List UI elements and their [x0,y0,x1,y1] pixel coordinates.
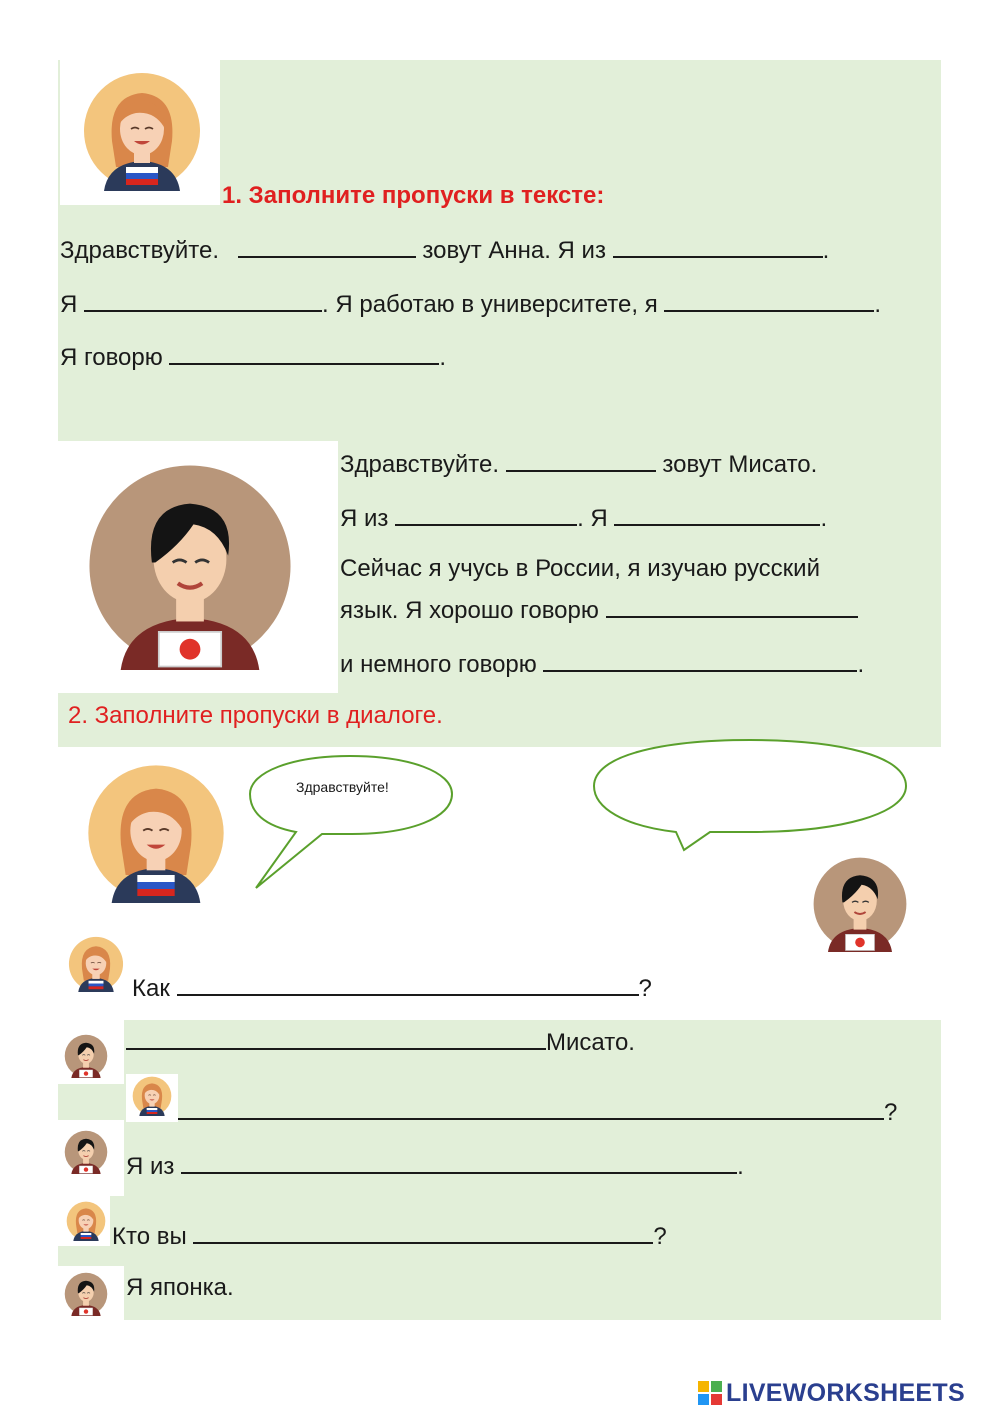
exercise-2-heading: 2. Заполните пропуски в диалоге. [68,702,443,729]
anna-avatar-icon [68,936,124,992]
liveworksheets-logo[interactable] [698,1378,965,1408]
anna-text-line-2: Я . Я работаю в университете, я . [60,288,881,320]
misato-avatar [86,458,294,674]
misato-text-line-3: Сейчас я учусь в России, я изучаю русский [340,555,820,582]
speech-bubble-anna [240,750,460,895]
misato-text-line-1: Здравствуйте. зовут Мисато. [340,448,817,480]
liveworksheets-logo-icon [698,1381,722,1405]
blank-field[interactable] [169,341,439,365]
misato-avatar-icon [64,1130,108,1174]
blank-field[interactable] [506,448,656,472]
dialog-line-1: Как ? [132,972,652,1004]
blank-field[interactable] [178,1096,884,1120]
blank-field[interactable] [543,648,857,672]
dialog-line-3: ? [178,1096,897,1128]
blank-field[interactable] [193,1220,653,1244]
blank-field[interactable] [614,502,820,526]
blank-field[interactable] [177,972,639,996]
blank-field[interactable] [664,288,874,312]
misato-avatar-icon [64,1034,108,1078]
speech-bubble-anna-text: Здравствуйте! [296,779,389,795]
dialog-line-2: Мисато. [126,1026,635,1058]
blank-field[interactable] [606,594,858,618]
blank-field[interactable] [84,288,322,312]
dialog-line-4: Я из . [126,1150,744,1182]
dialog-line-6: Я японка. [126,1274,234,1301]
anna-avatar [82,70,202,192]
exercise-1-heading: 1. Заполните пропуски в тексте: [222,182,605,209]
misato-text-line-4: язык. Я хорошо говорю [340,594,858,626]
misato-avatar-icon [64,1272,108,1316]
blank-field[interactable] [181,1150,737,1174]
brand-name: LIVEWORKSHEETS [726,1378,965,1407]
blank-field[interactable] [613,234,823,258]
blank-field[interactable] [126,1026,546,1050]
misato-text-line-5: и немного говорю . [340,648,864,680]
anna-text-line-3: Я говорю . [60,341,446,373]
misato-avatar-small [812,854,908,954]
blank-field[interactable] [395,502,577,526]
misato-text-line-2: Я из . Я . [340,502,827,534]
dialog-line-5: Кто вы ? [112,1220,667,1252]
anna-text-line-1: Здравствуйте. зовут Анна. Я из . [60,234,829,266]
anna-avatar [86,760,226,906]
speech-bubble-misato[interactable] [590,736,912,854]
anna-avatar-icon [66,1200,106,1242]
anna-avatar-icon [132,1076,172,1116]
blank-field[interactable] [238,234,416,258]
